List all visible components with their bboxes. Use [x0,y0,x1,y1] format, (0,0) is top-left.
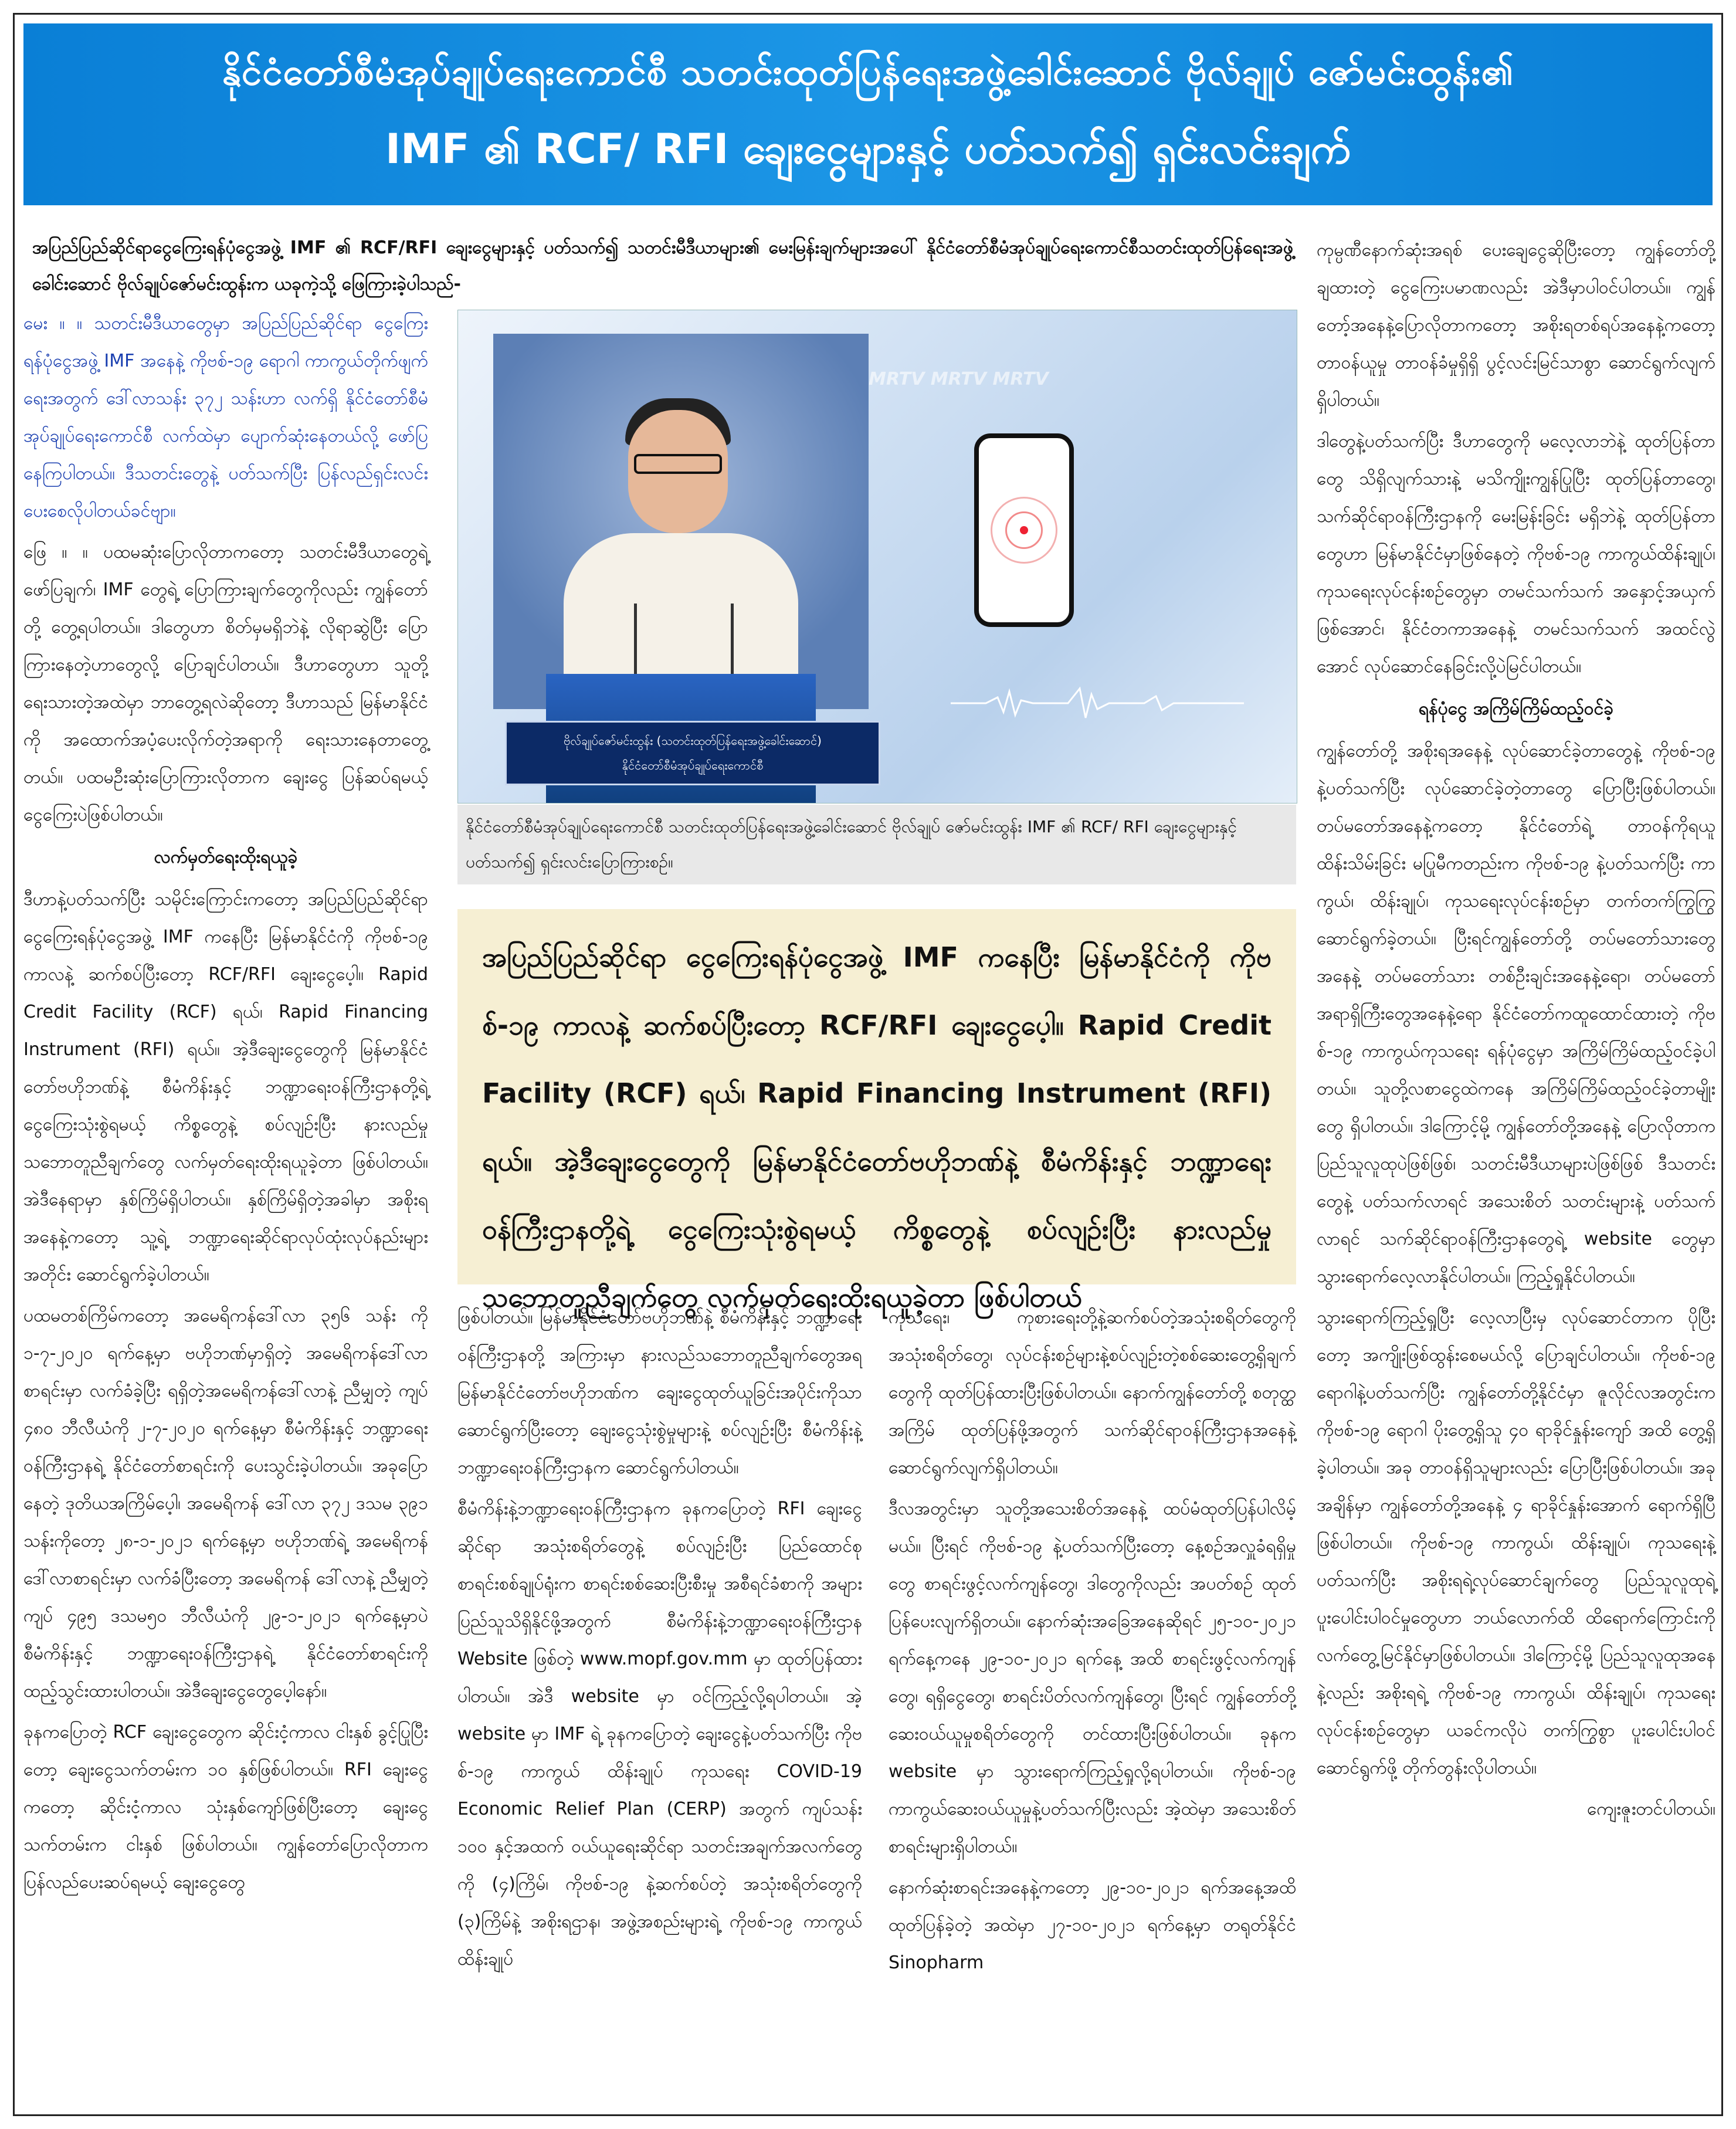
soundwave-icon [951,686,1244,721]
column-2 [457,1299,862,1982]
answer-paragraph: ဖြေ ။ ။ ပထမဆုံးပြောလိုတာကတော့ သတင်းမီဒီယာတွေရဲ့ဖော်ပြချက်၊ IMF တွေရဲ့ ပြောကြားချက်တွေကိုလည်း ကျွန်တော်တို့ တွေ့ရပါတယ်။ ဒါတွေဟာ စိတ်မှမရှိဘဲနဲ့ လိုရာဆွဲပြီး ပြောကြားနေတဲ့ဟာတွေလို့ ပြောချင်ပါတယ်။ ဒီဟာတွေဟာ သူတို့ရေးသားတဲ့အထဲမှာ ဘာတွေ့ရလဲဆိုတော့ ဒီဟာသည် မြန်မာနိုင်ငံကို အထောက်အပံ့ပေးလိုက်တဲ့အရာကို ရေးသားနေတာတွေ့တယ်။ ပထမဦးဆုံးပြောကြားလိုတာက ချေးငွေ ပြန်ဆပ်ရမယ့် ငွေကြေးပဲဖြစ်ပါတယ်။ [23,542,428,825]
intro-paragraph: အပြည်ပြည်ဆိုင်ရာငွေကြေးရန်ပုံငွေအဖွဲ့ IMF ၏ RCF/RFI ချေးငွေများနှင့် ပတ်သက်၍ သတင်းမီဒီယာများ၏ မေးမြန်းချက်များအပေါ် နိုင်ငံတော်စီမံအုပ်ချုပ်ရေးကောင်စီသတင်းထုတ်ပြန်ရေးအဖွဲ့ခေါင်းဆောင် ဗိုလ်ချုပ်ဇော်မင်းထွန်းက ယခုကဲ့သို့ ဖြေကြားခဲ့ပါသည်- [32,238,1293,294]
body-paragraph: ခုနကပြောတဲ့ RCF ချေးငွေတွေက ဆိုင်းငံ့ကာလ ငါးနှစ် ခွင့်ပြုပြီးတော့ ချေးငွေသက်တမ်းက ၁၀ နှစ်ဖြစ်ပါတယ်။ RFI ချေးငွေကတော့ ဆိုင်းငံ့ကာလ သုံးနှစ်ကျော်ဖြစ်ပြီးတော့ ချေးငွေသက်တမ်းက ငါးနှစ် ဖြစ်ပါတယ်။ ကျွန်တော်ပြောလိုတာက ပြန်လည်ပေးဆပ်ရမယ့် ချေးငွေတွေ [23,1722,428,1893]
headline-line-1: နိုင်ငံတော်စီမံအုပ်ချုပ်ရေးကောင်စီ သတင်းထုတ်ပြန်ရေးအဖွဲ့ခေါင်းဆောင် ဗိုလ်ချုပ် ဇော်မင်းထွန်း၏ [222,50,1514,93]
pull-quote: အပြည်ပြည်ဆိုင်ရာ ငွေကြေးရန်ပုံငွေအဖွဲ့ IMF ကနေပြီး မြန်မာနိုင်ငံကို ကိုဗစ်-၁၉ ကာလနဲ့ ဆက်စပ်ပြီးတော့ RCF/RFI ချေးငွေပေ့ါ။ Rapid Credit Facility (RCF) ရယ်၊ Rapid Financing Instrument (RFI) ရယ်။ အဲ့ဒီချေးငွေတွေကို မြန်မာနိုင်ငံတော်ဗဟိုဘဏ်နဲ့ စီမံကိန်းနှင့် ဘဏ္ဍာရေးဝန်ကြီးဌာနတို့ရဲ့ ငွေကြေးသုံးစွဲရမယ့် ကိစ္စတွေနဲ့ စပ်လျဉ်းပြီး နားလည်မှု သဘောတူညီချက်တွေ လက်မှတ်ရေးထိုးရယူခဲ့တာ ဖြစ်ပါတယ် [457,909,1296,1284]
body-paragraph: သွားရောက်ကြည့်ရှုပြီး လေ့လာပြီးမှ လုပ်ဆောင်တာက ပိုပြီးတော့ အကျိုးဖြစ်ထွန်းစေမယ်လို့ ပြောချင်ပါတယ်။ ကိုဗစ်-၁၉ ရောဂါနဲ့ပတ်သက်ပြီး ကျွန်တော်တို့နိုင်ငံမှာ ဇူလိုင်လအတွင်းက ကိုဗစ်-၁၉ ရောဂါ ပိုးတွေ့ရှိသူ ၄၀ ရာခိုင်နှုန်းကျော် အထိ တွေ့ရှိခဲ့ပါတယ်။ အခု တာဝန်ရှိသူများလည်း ပြောပြီးဖြစ်ပါတယ်။ အခုအချိန်မှာ ကျွန်တော်တို့အနေနဲ့ ၄ ရာခိုင်နှုန်းအောက် ရောက်ရှိပြီဖြစ်ပါတယ်။ ကိုဗစ်-၁၉ ကာကွယ်၊ ထိန်းချုပ်၊ ကုသရေးနဲ့ ပတ်သက်ပြီး အစိုးရရဲ့လုပ်ဆောင်ချက်တွေ ပြည်သူလူထုရဲ့ ပူးပေါင်းပါဝင်မှုတွေဟာ ဘယ်လောက်ထိ ထိရောက်ကြောင်းကို လက်တွေ့မြင်နိုင်မှာဖြစ်ပါတယ်။ ဒါကြောင့်မို့ ပြည်သူလူထုအနေနဲ့လည်း အစိုးရရဲ့ ကိုဗစ်-၁၉ ကာကွယ်၊ ထိန်းချုပ်၊ ကုသရေးလုပ်ငန်းစဉ်တွေမှာ ယခင်ကလိုပဲ တက်ကြွစွာ ပူးပေါင်းပါဝင်ဆောင်ရွက်ဖို့ တိုက်တွန်းလိုပါတယ်။ [1317,1307,1715,1778]
column-3 [889,1299,1296,1985]
mrtv-watermark: MRTV MRTV MRTV [869,369,1049,389]
subheading: ရန်ပုံငွေ အကြိမ်ကြိမ်ထည့်ဝင်ခဲ့ [1418,699,1614,719]
body-paragraph: နောက်ဆုံးစာရင်းအနေနဲ့ကတော့ ၂၉-၁၀-၂၀၂၁ ရက်အနေ့အထိ ထုတ်ပြန်ခဲ့တဲ့ အထဲမှာ ၂၇-၁၀-၂၀၂၁ ရက်နေ့မှာ တရုတ်နိုင်ငံ Sinopharm [889,1877,1296,1973]
nameplate-title: ဗိုလ်ချုပ်ဇော်မင်းထွန်း (သတင်းထုတ်ပြန်ရေးအဖွဲ့ခေါင်းဆောင်) [564,734,822,748]
body-paragraph: ဒီလအတွင်းမှာ သူတို့အသေးစိတ်အနေနဲ့ ထပ်မံထုတ်ပြန်ပါလိမ့်မယ်။ ပြီးရင် ကိုဗစ်-၁၉ နဲ့ပတ်သက်ပြီးတော့ နေ့စဉ်အလှူခံရရှိမှုတွေ စာရင်းဖွင့်လက်ကျန်တွေ၊ ဒါတွေကိုလည်း အပတ်စဉ် ထုတ်ပြန်ပေးလျက်ရှိတယ်။ နောက်ဆုံးအခြေအနေဆိုရင် ၂၅-၁၀-၂၀၂၁ ရက်နေ့ကနေ ၂၉-၁၀-၂၀၂၁ ရက်နေ့ အထိ စာရင်းဖွင့်လက်ကျန်တွေ၊ ရရှိငွေတွေ၊ စာရင်းပိတ်လက်ကျန်တွေ၊ ပြီးရင် ကျွန်တော်တို့ ဆေးဝယ်ယူမှုစရိတ်တွေကို တင်ထားပြီးဖြစ်ပါတယ်။ ခုနက website မှာ သွားရောက်ကြည့်ရှုလို့ရပါတယ်။ ကိုဗစ်-၁၉ ကာကွယ်ဆေးဝယ်ယူမှုနဲ့ပတ်သက်ပြီးလည်း အဲ့ထဲမှာ အသေးစိတ်စာရင်းများရှိပါတယ်။ [889,1499,1296,1857]
body-paragraph: ကုသရေး၊ ကုစားရေးတို့နဲ့ဆက်စပ်တဲ့အသုံးစရိတ်တွေကို အသုံးစရိတ်တွေ၊ လုပ်ငန်းစဉ်များနဲ့စပ်လျဉ်းတဲ့စစ်ဆေးတွေ့ရှိချက်တွေကို ထုတ်ပြန်ထားပြီးဖြစ်ပါတယ်။ နောက်ကျွန်တော်တို့ စတုတ္ထအကြိမ် ထုတ်ပြန်ဖို့အတွက် သက်ဆိုင်ရာဝန်ကြီးဌာနအနေနဲ့ ဆောင်ရွက်လျက်ရှိပါတယ်။ [889,1307,1296,1478]
body-paragraph: ဒါတွေနဲ့ပတ်သက်ပြီး ဒီဟာတွေကို မလေ့လာဘဲနဲ့ ထုတ်ပြန်တာတွေ သိရှိလျက်သားနဲ့ မသိကျိုးကျွန်ပြုပြီး ထုတ်ပြန်တာတွေ၊ သက်ဆိုင်ရာဝန်ကြီးဌာနကို မေးမြန်းခြင်း မရှိဘဲနဲ့ ထုတ်ပြန်တာတွေဟာ မြန်မာနိုင်ငံမှာဖြစ်နေတဲ့ ကိုဗစ်-၁၉ ကာကွယ်ထိန်းချုပ်၊ ကုသရေးလုပ်ငန်းစဉ်တွေမှာ တမင်သက်သက် အနှောင့်အယှက်ဖြစ်အောင်၊ နိုင်ငံတကာအနေနဲ့ တမင်သက်သက် အထင်လွဲအောင် လုပ်ဆောင်နေခြင်းလို့ပဲမြင်ပါတယ်။ [1317,431,1715,677]
speaker-nameplate [505,721,880,785]
headline-banner [23,23,1713,205]
news-photo [457,310,1297,804]
smartphone-icon [974,433,1074,627]
body-paragraph: ဖြစ်ပါတယ်။ မြန်မာနိုင်ငံတော်ဗဟိုဘဏ်နဲ့ စီမံကိန်းနှင့် ဘဏ္ဍာရေးဝန်ကြီးဌာနတို့ အကြားမှာ နားလည်သဘောတူညီချက်တွေအရ မြန်မာနိုင်ငံတော်ဗဟိုဘဏ်က ချေးငွေထုတ်ယူခြင်းအပိုင်းကိုသာ ဆောင်ရွက်ပြီးတော့ ချေးငွေသုံးစွဲမှုများနဲ့ စပ်လျဉ်းပြီး စီမံကိန်းနဲ့ ဘဏ္ဍာရေးဝန်ကြီးဌာနက ဆောင်ရွက်ပါတယ်။ [457,1307,862,1478]
body-paragraph: ကုမ္ပဏီနောက်ဆုံးအရစ် ပေးချေငွေဆိုပြီးတော့ ကျွန်တော်တို့ ချထားတဲ့ ငွေကြေးပမာဏလည်း အဲဒီမှာပါဝင်ပါတယ်။ ကျွန်တော့်အနေနဲ့ပြောလိုတာကတော့ အစိုးရတစ်ရပ်အနေနဲ့ကတော့ တာဝန်ယူမှု တာဝန်ခံမှုရှိရှိ ပွင့်လင်းမြင်သာစွာ ဆောင်ရွက်လျက်ရှိပါတယ်။ [1317,240,1715,411]
question-paragraph: မေး ။ ။ သတင်းမီဒီယာတွေမှာ အပြည်ပြည်ဆိုင်ရာ ငွေကြေးရန်ပုံငွေအဖွဲ့ IMF အနေနဲ့ ကိုဗစ်-၁၉ ရောဂါ ကာကွယ်တိုက်ဖျက်ရေးအတွက် ဒေါ်လာသန်း ၃၇၂ သန်းဟာ လက်ရှိ နိုင်ငံတော်စီမံအုပ်ချုပ်ရေးကောင်စီ လက်ထဲမှာ ပျောက်ဆုံးနေတယ်လို့ ဖော်ပြနေကြပါတယ်။ ဒီသတင်းတွေနဲ့ ပတ်သက်ပြီး ပြန်လည်ရှင်းလင်းပေးစေလိုပါတယ်ခင်ဗျာ။ [23,313,428,521]
body-paragraph: စီမံကိန်းနဲ့ဘဏ္ဍာရေးဝန်ကြီးဌာနက ခုနကပြောတဲ့ RFI ချေးငွေဆိုင်ရာ အသုံးစရိတ်တွေနဲ့ စပ်လျဉ်းပြီး ပြည်ထောင်စုစာရင်းစစ်ချုပ်ရုံးက စာရင်းစစ်ဆေးပြီးစီးမှု အစီရင်ခံစာကို အများပြည်သူသိရှိနိုင်ဖို့အတွက် စီမံကိန်းနဲ့ဘဏ္ဍာရေးဝန်ကြီးဌာန Website ဖြစ်တဲ့ www.mopf.gov.mm မှာ ထုတ်ပြန်ထားပါတယ်။ အဲဒီ website မှာ ဝင်ကြည့်လို့ရပါတယ်။ အဲ့ website မှာ IMF ရဲ့ ခုနကပြောတဲ့ ချေးငွေနဲ့ပတ်သက်ပြီး ကိုဗစ်-၁၉ ကာကွယ် ထိန်းချုပ် ကုသရေး COVID-19 Economic Relief Plan (CERP) အတွက် ကျပ်သန်း ၁၀၀ နှင့်အထက် ဝယ်ယူရေးဆိုင်ရာ သတင်းအချက်အလက်တွေကို (၄)ကြိမ်၊ ကိုဗစ်-၁၉ နဲ့ဆက်စပ်တဲ့ အသုံးစရိတ်တွေကို (၃)ကြိမ်နဲ့ အစိုးရဌာန၊ အဖွဲ့အစည်းများရဲ့ ကိုဗစ်-၁၉ ကာကွယ် ထိန်းချုပ် [457,1499,862,1969]
nameplate-org: နိုင်ငံတော်စီမံအုပ်ချုပ်ရေးကောင်စီ [622,758,764,772]
column-1 [23,305,428,1905]
column-4 [1317,232,1715,1832]
photo-caption: နိုင်ငံတော်စီမံအုပ်ချုပ်ရေးကောင်စီ သတင်းထုတ်ပြန်ရေးအဖွဲ့ခေါင်းဆောင် ဗိုလ်ချုပ် ဇော်မင်းထွန်း IMF ၏ RCF/ RFI ချေးငွေများနှင့် ပတ်သက်၍ ရှင်းလင်းပြောကြားစဉ်။ [457,805,1296,884]
microphone-icon [634,604,734,680]
headline-line-2: IMF ၏ RCF/ RFI ချေးငွေများနှင့် ပတ်သက်၍ ရှင်းလင်းချက် [385,125,1351,173]
subheading: လက်မှတ်ရေးထိုးရယူခဲ့ [154,847,298,867]
body-paragraph: ကျွန်တော်တို့ အစိုးရအနေနဲ့ လုပ်ဆောင်ခဲ့တာတွေနဲ့ ကိုဗစ်-၁၉ နဲ့ပတ်သက်ပြီး လုပ်ဆောင်ခဲ့တဲ့တာတွေ ပြောပြီးဖြစ်ပါတယ်။ တပ်မတော်အနေနဲ့ကတော့ နိုင်ငံတော်ရဲ့ တာဝန်ကိုရယူ ထိန်းသိမ်းခြင်း မပြုမီကတည်းက ကိုဗစ်-၁၉ နဲ့ပတ်သက်ပြီး ကာကွယ်၊ ထိန်းချုပ်၊ ကုသရေးလုပ်ငန်းစဉ်မှာ တက်တက်ကြွကြွ ဆောင်ရွက်ခဲ့တယ်။ ပြီးရင်ကျွန်တော်တို့ တပ်မတော်သားတွေအနေနဲ့ တပ်မတော်သား တစ်ဦးချင်းအနေနဲ့ရော၊ တပ်မတော်အရာရှိကြီးတွေအနေနဲ့ရော နိုင်ငံတော်ကထူထောင်ထားတဲ့ ကိုဗစ်-၁၉ ကာကွယ်ကုသရေး ရန်ပုံငွေမှာ အကြိမ်ကြိမ်ထည့်ဝင်ခဲ့ပါတယ်။ သူတို့လစာငွေထဲကနေ အကြိမ်ကြိမ်ထည့်ဝင်ခဲ့တာမျိုးတွေ ရှိပါတယ်။ ဒါကြောင့်မို့ ကျွန်တော်တို့အနေနဲ့ ပြောလိုတာက ပြည်သူလူထုပဲဖြစ်ဖြစ်၊ သတင်းမီဒီယာများပဲဖြစ်ဖြစ် ဒီသတင်းတွေနဲ့ ပတ်သက်လာရင် အသေးစိတ် သတင်းများနဲ့ ပတ်သက်လာရင် သက်ဆိုင်ရာဝန်ကြီးဌာနတွေရဲ့ website တွေမှာ သွားရောက်လေ့လာနိုင်ပါတယ်။ ကြည့်ရှုနိုင်ပါတယ်။ [1317,741,1715,1287]
body-paragraph: ပထမတစ်ကြိမ်ကတော့ အမေရိကန်ဒေါ်လာ ၃၅၆ သန်း ကို ၁-၇-၂၀၂၀ ရက်နေ့မှာ ဗဟိုဘဏ်မှာရှိတဲ့ အမေရိကန်ဒေါ်လာစာရင်းမှာ လက်ခံခဲ့ပြီး ရရှိတဲ့အမေရိကန်ဒေါ်လာနဲ့ ညီမျှတဲ့ ကျပ် ၄၈၀ ဘီလီယံကို ၂-၇-၂၀၂၀ ရက်နေ့မှာ စီမံကိန်းနှင့် ဘဏ္ဍာရေးဝန်ကြီးဌာနရဲ့ နိုင်ငံတော်စာရင်းကို ပေးသွင်းခဲ့ပါတယ်။ အခုပြောနေတဲ့ ဒုတိယအကြိမ်ပေ့ါ၊ အမေရိကန် ဒေါ်လာ ၃၇၂ ဒသမ ၃၉၁ သန်းကိုတော့ ၂၈-၁-၂၀၂၁ ရက်နေ့မှာ ဗဟိုဘဏ်ရဲ့ အမေရိကန် ဒေါ်လာစာရင်းမှာ လက်ခံပြီးတော့ အမေရိကန် ဒေါ်လာနဲ့ ညီမျှတဲ့ ကျပ် ၄၉၅ ဒသမ၅၀ ဘီလီယံကို ၂၉-၁-၂၀၂၁ ရက်နေ့မှာပဲ စီမံကိန်းနှင့် ဘဏ္ဍာရေးဝန်ကြီးဌာနရဲ့ နိုင်ငံတော်စာရင်းကို ထည့်သွင်းထားပါတယ်။ အဲဒီချေးငွေတွေပေ့ါနော်။ [23,1306,428,1701]
body-paragraph: ဒီဟာနဲ့ပတ်သက်ပြီး သမိုင်းကြောင်းကတော့ အပြည်ပြည်ဆိုင်ရာ ငွေကြေးရန်ပုံငွေအဖွဲ့ IMF ကနေပြီး မြန်မာနိုင်ငံကို ကိုဗစ်-၁၉ ကာလနဲ့ ဆက်စပ်ပြီးတော့ RCF/RFI ချေးငွေပေ့ါ။ Rapid Credit Facility (RCF) ရယ်၊ Rapid Financing Instrument (RFI) ရယ်။ အဲ့ဒီချေးငွေတွေကို မြန်မာနိုင်ငံတော်ဗဟိုဘဏ်နဲ့ စီမံကိန်းနှင့် ဘဏ္ဍာရေးဝန်ကြီးဌာနတို့ရဲ့ ငွေကြေးသုံးစွဲရမယ့် ကိစ္စတွေနဲ့ စပ်လျဉ်းပြီး နားလည်မှု သဘောတူညီချက်တွေ လက်မှတ်ရေးထိုးရယူခဲ့တာ ဖြစ်ပါတယ်။ အဲဒီနေရာမှာ နှစ်ကြိမ်ရှိပါတယ်။ နှစ်ကြိမ်ရှိတဲ့အခါမှာ အစိုးရအနေနဲ့ကတော့ သူ့ရဲ့ ဘဏ္ဍာရေးဆိုင်ရာလုပ်ထုံးလုပ်နည်းများအတိုင်း ဆောင်ရွက်ခဲ့ပါတယ်။ [23,889,428,1285]
closing-line: ကျေးဇူးတင်ပါတယ်။ [1586,1799,1715,1819]
